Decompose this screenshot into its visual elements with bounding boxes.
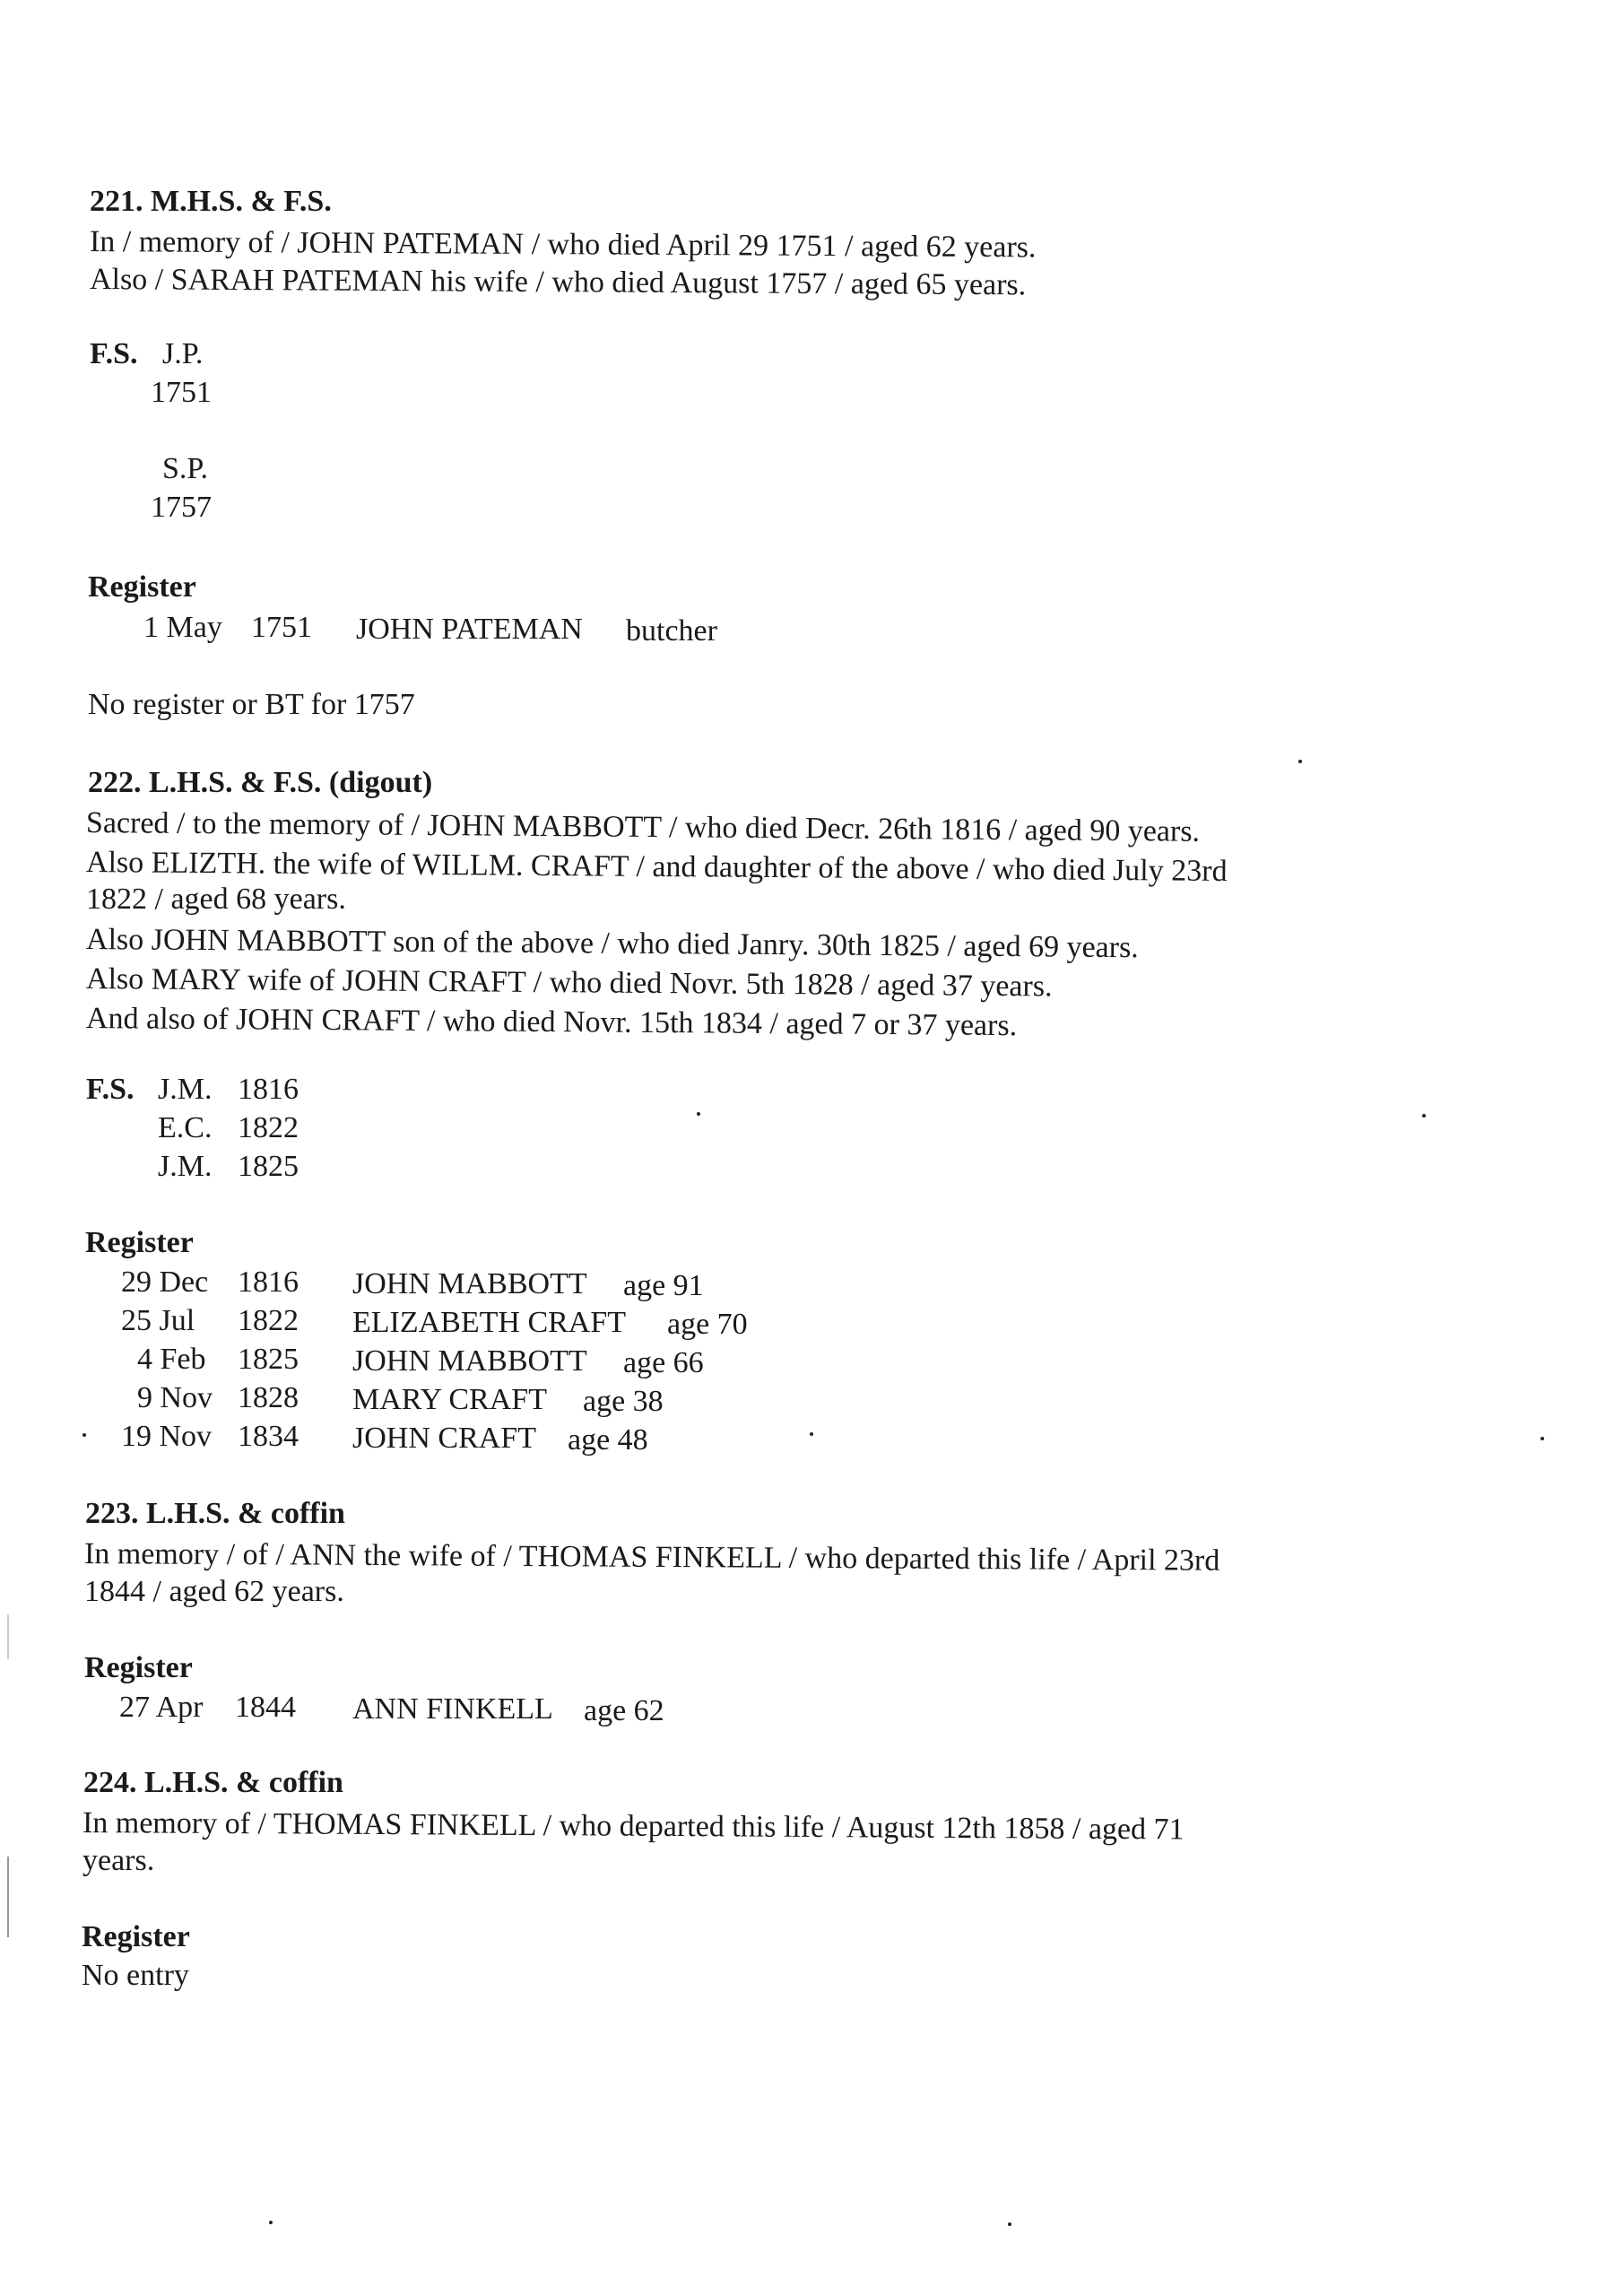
register-date: 27 Apr bbox=[119, 1691, 204, 1724]
fs-initials: J.P. bbox=[162, 337, 204, 370]
register-date: 19 Nov bbox=[121, 1420, 213, 1453]
scan-speck bbox=[1298, 760, 1302, 763]
register-name: JOHN CRAFT bbox=[352, 1422, 536, 1455]
register-label: Register bbox=[85, 1226, 194, 1259]
inscription-line: Sacred / to the memory of / JOHN MABBOTT / who died Decr. 26th 1816 / aged 90 years. bbox=[85, 806, 1201, 848]
inscription-line: Also JOHN MABBOTT son of the above / who died Janry. 30th 1825 / aged 69 years. bbox=[85, 923, 1139, 965]
register-name: JOHN MABBOTT bbox=[352, 1344, 587, 1378]
register-note: age 91 bbox=[623, 1269, 704, 1302]
scan-speck bbox=[1008, 2222, 1011, 2226]
register-text: No entry bbox=[82, 1959, 189, 1992]
inscription-line: 1844 / aged 62 years. bbox=[84, 1575, 344, 1608]
entry-heading: 221. M.H.S. & F.S. bbox=[90, 185, 332, 218]
fs-initials: S.P. bbox=[162, 452, 209, 485]
fs-year: 1757 bbox=[151, 491, 212, 524]
scan-edge-mark bbox=[7, 1614, 9, 1659]
register-date: 29 Dec bbox=[121, 1265, 209, 1299]
register-year: 1834 bbox=[238, 1420, 299, 1453]
fs-initials: E.C. bbox=[158, 1111, 213, 1144]
fs-initials: J.M. bbox=[158, 1073, 213, 1106]
register-date: 25 Jul bbox=[121, 1304, 195, 1337]
register-name: JOHN MABBOTT bbox=[352, 1267, 587, 1300]
scan-speck bbox=[697, 1112, 700, 1116]
entry-heading: 223. L.H.S. & coffin bbox=[85, 1497, 345, 1530]
inscription-line: Also / SARAH PATEMAN his wife / who died August 1757 / aged 65 years. bbox=[89, 263, 1027, 302]
register-label: Register bbox=[88, 570, 196, 604]
register-date: 9 Nov bbox=[137, 1381, 213, 1414]
entry-heading: 222. L.H.S. & F.S. (digout) bbox=[88, 766, 433, 799]
register-note: age 66 bbox=[623, 1346, 704, 1379]
register-name: ANN FINKELL bbox=[352, 1692, 553, 1726]
scan-speck bbox=[810, 1432, 813, 1436]
inscription-line: In memory / of / ANN the wife of / THOMAS FINKELL / who departed this life / April 23rd bbox=[83, 1537, 1220, 1578]
fs-year: 1825 bbox=[238, 1150, 299, 1183]
fs-year: 1751 bbox=[151, 376, 212, 409]
register-date: 1 May bbox=[143, 611, 222, 644]
register-note: butcher bbox=[626, 614, 717, 648]
scan-speck bbox=[1541, 1437, 1544, 1440]
inscription-line: In memory of / THOMAS FINKELL / who departed this life / August 12th 1858 / aged 71 bbox=[82, 1806, 1185, 1847]
register-note: age 70 bbox=[667, 1308, 748, 1341]
register-year: 1822 bbox=[238, 1304, 299, 1337]
fs-year: 1816 bbox=[238, 1073, 299, 1106]
scan-speck bbox=[269, 2221, 273, 2224]
inscription-line: In / memory of / JOHN PATEMAN / who died April 29 1751 / aged 62 years. bbox=[89, 225, 1037, 265]
register-remark: No register or BT for 1757 bbox=[88, 688, 415, 721]
fs-initials: J.M. bbox=[158, 1150, 213, 1183]
register-name: JOHN PATEMAN bbox=[356, 613, 583, 646]
inscription-line: years. bbox=[82, 1844, 155, 1877]
register-label: Register bbox=[84, 1651, 193, 1684]
register-note: age 38 bbox=[583, 1385, 664, 1418]
register-year: 1751 bbox=[251, 611, 312, 644]
inscription-line: And also of JOHN CRAFT / who died Novr. 15th 1834 / aged 7 or 37 years. bbox=[85, 1002, 1018, 1043]
register-name: MARY CRAFT bbox=[352, 1383, 547, 1416]
inscription-line: Also ELIZTH. the wife of WILLM. CRAFT / and daughter of the above / who died July 23rd bbox=[85, 846, 1228, 888]
fs-label: F.S. bbox=[86, 1073, 135, 1106]
register-note: age 48 bbox=[568, 1423, 648, 1457]
register-date: 4 Feb bbox=[137, 1343, 206, 1376]
inscription-line: Also MARY wife of JOHN CRAFT / who died Novr. 5th 1828 / aged 37 years. bbox=[85, 962, 1053, 1004]
scan-speck bbox=[1422, 1114, 1426, 1118]
inscription-line: 1822 / aged 68 years. bbox=[86, 883, 346, 916]
scan-edge-mark bbox=[7, 1857, 9, 1937]
register-year: 1844 bbox=[235, 1691, 296, 1724]
register-year: 1825 bbox=[238, 1343, 299, 1376]
fs-year: 1822 bbox=[238, 1111, 299, 1144]
entry-heading: 224. L.H.S. & coffin bbox=[83, 1766, 343, 1799]
fs-label: F.S. bbox=[90, 337, 138, 370]
register-note: age 62 bbox=[584, 1694, 664, 1727]
register-year: 1828 bbox=[238, 1381, 299, 1414]
register-label: Register bbox=[82, 1920, 190, 1953]
register-name: ELIZABETH CRAFT bbox=[352, 1306, 627, 1339]
register-year: 1816 bbox=[238, 1265, 299, 1299]
scan-speck bbox=[82, 1433, 86, 1437]
